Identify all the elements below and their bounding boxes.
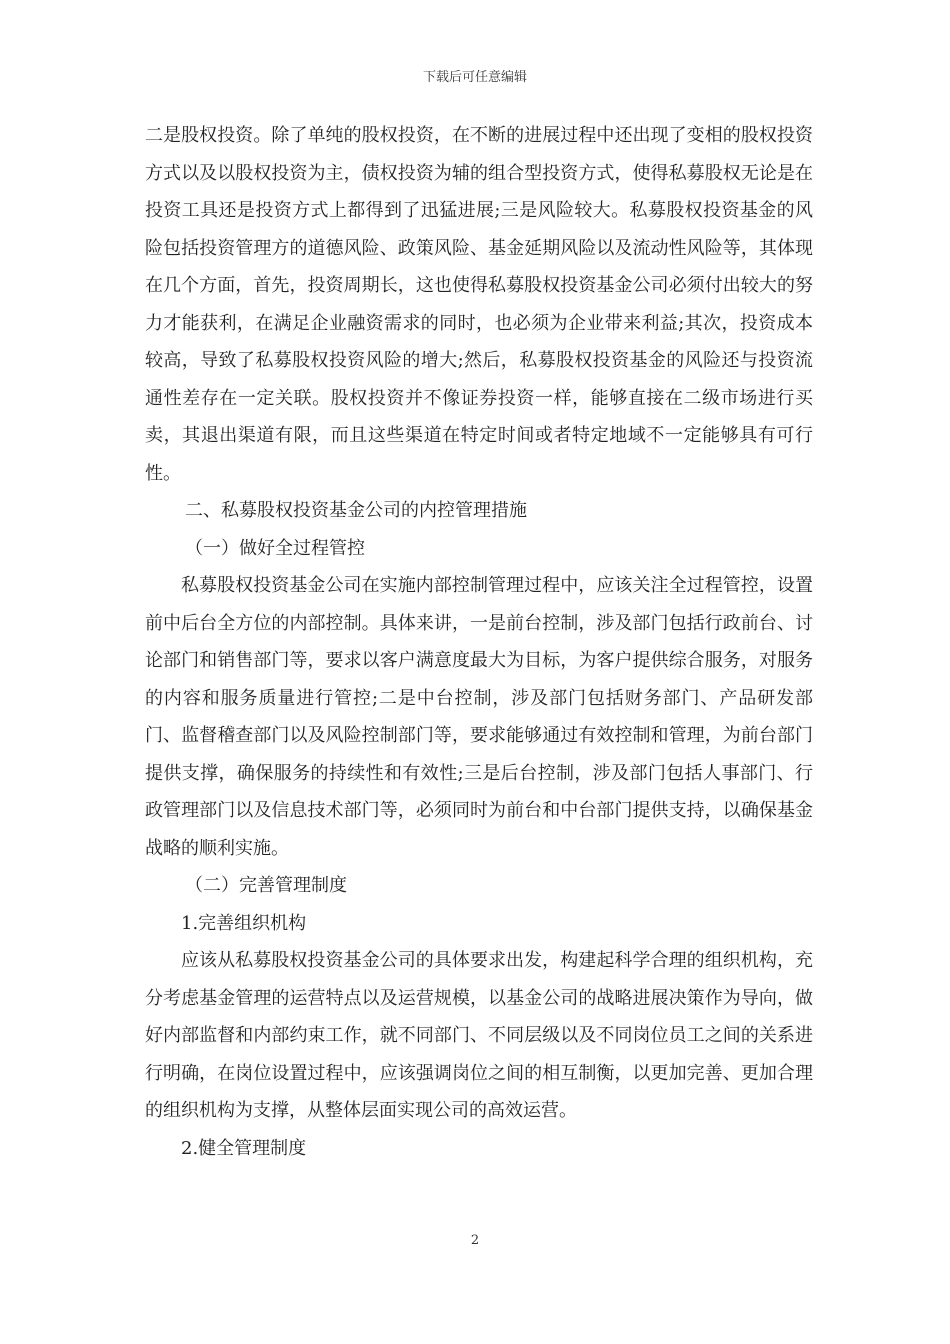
subsection-heading-full-process: （一）做好全过程管控 xyxy=(185,537,365,559)
section-heading-internal-control: 二、私募股权投资基金公司的内控管理措施 xyxy=(185,500,527,521)
paragraph-organization: 应该从私募股权投资基金公司的具体要求出发，构建起科学合理的组织机构，充分考虑基金管理的运营特点以及运营规模，以基金公司的战略进展决策作为导向，做好内部监督和内部约束工作，就不同部门、不同层级以及不同岗位员工之间的关系进行明确，在岗位设置过程中，应该强调岗位之间的相互制衡，以更加完善、更加合理的组织机构为支撑，从整体层面实现公司的高效运营。 xyxy=(145,950,813,1121)
page-header: 下载后可任意编辑 xyxy=(422,70,527,85)
item-heading-organization: 1.完善组织机构 xyxy=(181,912,307,934)
page-number: 2 xyxy=(470,1233,480,1248)
item-heading-management-rules: 2.健全管理制度 xyxy=(181,1137,307,1159)
subsection-heading-management-system: （二）完善管理制度 xyxy=(185,875,347,896)
paragraph-full-process-control: 私募股权投资基金公司在实施内部控制管理过程中，应该关注全过程管控，设置前中后台全方位的内部控制。具体来讲，一是前台控制，涉及部门包括行政前台、讨论部门和销售部门等，要求以客户满意度最大为目标，为客户提供综合服务，对服务的内容和服务质量进行管控;二是中台控制，涉及部门包括财务部门、产品研发部门、监督稽查部门以及风险控制部门等，要求能够通过有效控制和管理，为前台部门提供支撑，确保服务的持续性和有效性;三是后台控制，涉及部门包括人事部门、行政管理部门以及信息技术部门等，必须同时为前台和中台部门提供支持，以确保基金战略的顺利实施。 xyxy=(145,575,813,859)
document-body xyxy=(145,117,813,1167)
paragraph-equity-investment: 二是股权投资。除了单纯的股权投资，在不断的进展过程中还出现了变相的股权投资方式以及以股权投资为主，债权投资为辅的组合型投资方式，使得私募股权无论是在投资工具还是投资方式上都得到了迅猛进展;三是风险较大。私募股权投资基金的风险包括投资管理方的道德风险、政策风险、基金延期风险以及流动性风险等，其体现在几个方面，首先，投资周期长，这也使得私募股权投资基金公司必须付出较大的努力才能获利，在满足企业融资需求的同时，也必须为企业带来利益;其次，投资成本较高，导致了私募股权投资风险的增大;然后，私募股权投资基金的风险还与投资流通性差存在一定关联。股权投资并不像证券投资一样，能够直接在二级市场进行买卖，其退出渠道有限，而且这些渠道在特定时间或者特定地域不一定能够具有可行性。 xyxy=(145,125,813,484)
